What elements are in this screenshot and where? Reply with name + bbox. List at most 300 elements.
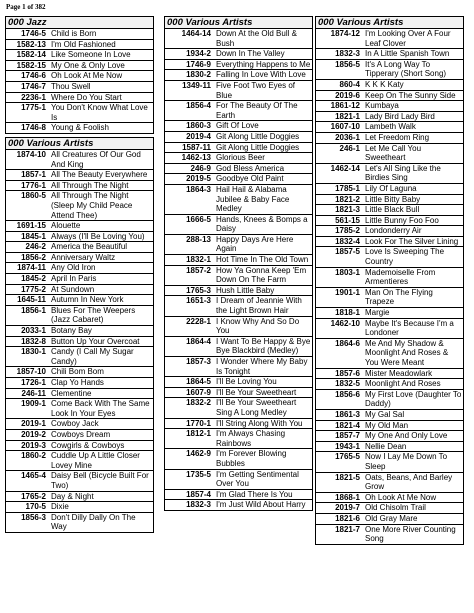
disc-track-code: 1909-1	[21, 399, 46, 409]
song-title: Hands, Knees & Bomps a Daisy	[216, 214, 308, 234]
song-title: Don't Dilly Dally On The Way	[51, 512, 136, 532]
song-title: Git Along Little Doggies	[216, 131, 300, 141]
song-title: Maybe It's Because I'm a Londoner	[365, 318, 454, 338]
disc-track-code: 1746-6	[21, 71, 46, 81]
song-row	[165, 70, 312, 81]
song-row	[165, 357, 312, 377]
disc-track-code: 1857-1	[21, 170, 46, 180]
song-title: Now I Lay Me Down To Sleep	[365, 452, 448, 471]
song-row	[6, 93, 153, 104]
song-title: Candy (I Call My Sugar Candy)	[51, 347, 134, 366]
song-row	[6, 123, 153, 133]
song-row	[6, 253, 153, 264]
disc-track-code: 1857-7	[335, 431, 360, 441]
song-title: I'll Be Your Sweetheart Sing A Long Medley	[216, 398, 297, 417]
disc-track-code: 1856-2	[21, 252, 46, 262]
disc-track-code: 1691-15	[16, 221, 46, 231]
disc-track-code: 1864-5	[186, 377, 211, 387]
song-title: Oh Look At Me Now	[365, 492, 437, 502]
song-row	[316, 49, 463, 60]
disc-track-code: 1856-6	[335, 389, 360, 399]
song-row	[316, 144, 463, 164]
song-row	[316, 226, 463, 237]
song-row	[6, 61, 153, 72]
artist-section	[5, 16, 154, 134]
song-title: For The Beauty Of The Earth	[216, 101, 298, 120]
disc-track-code: 2236-1	[21, 92, 46, 102]
song-row	[316, 288, 463, 308]
disc-track-code: 1874-11	[17, 263, 46, 273]
song-title: Down At the Old Bull & Bush	[216, 29, 297, 48]
song-row	[6, 191, 153, 221]
disc-track-code: 246-1	[339, 143, 360, 153]
disc-track-code: 1830-2	[186, 70, 211, 80]
song-row	[316, 101, 463, 112]
disc-track-code: 1464-14	[181, 29, 211, 38]
song-title: Lily Of Laguna	[365, 183, 417, 193]
song-title: My First Love (Daughter To Daddy)	[365, 389, 462, 409]
song-row	[6, 242, 153, 253]
song-title: All Through The Night	[51, 180, 129, 190]
song-row	[6, 181, 153, 192]
song-row	[165, 317, 312, 337]
disc-track-code: 1860-2	[21, 451, 46, 461]
song-title: Anniversary Waltz	[51, 252, 116, 262]
disc-track-code: 1832-1	[186, 255, 211, 265]
song-row	[6, 378, 153, 389]
song-title: Cowboys Dream	[51, 429, 111, 439]
disc-track-code: 1830-1	[21, 347, 46, 357]
disc-track-code: 1746-8	[21, 123, 46, 133]
disc-track-code: 288-13	[186, 234, 211, 244]
song-title: Where Do You Start	[51, 92, 122, 102]
disc-track-code: 1735-5	[186, 469, 211, 479]
disc-track-code: 1856-5	[335, 59, 360, 69]
song-title: I'm Glad There Is You	[216, 489, 293, 499]
song-title: Man On The Flying Trapeze	[365, 287, 433, 307]
song-row	[6, 347, 153, 367]
song-title: Any Old Iron	[51, 263, 96, 273]
song-row	[316, 80, 463, 91]
song-title: Cuddle Up A Little Closer Lovey Mine	[51, 451, 140, 470]
song-title: Cowgirls & Cowboys	[51, 440, 125, 450]
song-row	[316, 503, 463, 514]
disc-track-code: 1462-13	[181, 153, 211, 163]
song-row	[165, 398, 312, 418]
song-title: Me And My Shadow & Moonlight And Roses & You Were Meant	[365, 338, 449, 367]
disc-track-code: 1462-10	[330, 318, 360, 328]
song-row	[6, 285, 153, 296]
song-title: Daisy Bell (Bicycle Built For Two)	[51, 471, 149, 490]
song-title: I'm Always Chasing Rainbows	[216, 429, 286, 448]
disc-track-code: 2019-5	[186, 174, 211, 184]
disc-track-code: 1821-6	[335, 513, 360, 523]
disc-track-code: 1349-11	[182, 80, 211, 90]
song-title: In A Little Spanish Town	[365, 49, 450, 59]
section-title: 000 Jazz	[6, 17, 153, 29]
song-title: Chili Bom Bom	[51, 367, 104, 377]
disc-track-code: 1582-15	[16, 60, 46, 70]
song-title: I Want To Be Happy & Bye Bye Blackbird (Medley)	[216, 336, 311, 356]
song-title: Falling In Love With Love	[216, 70, 306, 80]
section-title: 000 Various Artists	[6, 138, 153, 150]
disc-track-code: 1765-3	[186, 285, 211, 295]
song-title: Goodbye Old Paint	[216, 174, 284, 184]
disc-track-code: 2019-7	[335, 503, 360, 513]
song-row	[165, 286, 312, 297]
disc-track-code: 1651-3	[186, 296, 211, 306]
song-title: Glorious Beer	[216, 153, 265, 163]
song-title: You Don't Know What Love Is	[51, 103, 148, 122]
song-row	[6, 232, 153, 243]
song-title: Little Bitty Baby	[365, 194, 421, 204]
song-row	[165, 255, 312, 266]
song-title: Cowboy Jack	[51, 419, 99, 429]
song-title: Botany Bay	[51, 326, 92, 336]
song-row	[165, 266, 312, 286]
disc-track-code: 2019-4	[186, 131, 211, 141]
song-row	[165, 490, 312, 501]
song-title: Let's All Sing Like the Birdies Sing	[365, 163, 441, 183]
disc-track-code: 1861-12	[330, 101, 360, 111]
disc-track-code: 1462-14	[330, 163, 360, 173]
song-row	[165, 121, 312, 132]
disc-track-code: 1821-4	[335, 420, 360, 430]
song-row	[6, 103, 153, 123]
song-title: I'm Getting Sentimental Over You	[216, 469, 299, 489]
disc-track-code: 1821-3	[335, 205, 360, 215]
disc-track-code: 2019-1	[21, 419, 46, 429]
song-title: I'll Be Loving You	[216, 377, 277, 387]
song-row	[316, 164, 463, 184]
song-title: Little Black Bull	[365, 205, 420, 215]
song-title: Mademoiselle From Armentieres	[365, 267, 436, 287]
song-row	[6, 82, 153, 93]
song-row	[6, 430, 153, 441]
song-row	[6, 306, 153, 326]
song-title: All Creatures Of Our God And King	[51, 149, 141, 169]
song-row	[6, 419, 153, 430]
song-row	[6, 513, 153, 532]
disc-track-code: 1770-1	[186, 418, 211, 428]
song-row	[165, 449, 312, 469]
song-title: Blues For The Weepers (Jazz Cabaret)	[51, 305, 136, 325]
song-title: Moonlight And Roses	[365, 379, 441, 389]
song-title: One More River Counting Song	[365, 524, 456, 544]
song-row	[6, 29, 153, 40]
disc-track-code: 1803-1	[335, 267, 360, 277]
song-title: Five Foot Two Eyes of Blue	[216, 80, 295, 100]
song-title: Clementine	[51, 388, 92, 398]
song-row	[165, 500, 312, 510]
song-row	[6, 150, 153, 170]
disc-track-code: 1726-1	[21, 378, 46, 387]
song-row	[165, 296, 312, 316]
song-title: America the Beautiful	[51, 242, 128, 252]
song-title: Down In The Valley	[216, 49, 285, 59]
song-row	[165, 470, 312, 490]
song-title: Day & Night	[51, 491, 94, 501]
song-row	[165, 143, 312, 154]
song-row	[6, 274, 153, 285]
disc-track-code: 1856-1	[21, 305, 46, 315]
song-row	[165, 337, 312, 357]
disc-track-code: 1857-3	[186, 357, 211, 366]
disc-track-code: 1864-6	[335, 338, 360, 348]
disc-track-code: 1832-4	[335, 236, 360, 246]
song-row	[6, 492, 153, 503]
song-row	[316, 195, 463, 206]
song-row	[165, 153, 312, 164]
disc-track-code: 1856-4	[186, 101, 211, 111]
song-title: I'll String Along With You	[216, 418, 303, 428]
song-row	[6, 441, 153, 452]
song-row	[316, 319, 463, 339]
song-title: My Old Man	[365, 420, 409, 430]
song-title: Look For The Silver Lining	[365, 236, 459, 246]
song-title: K K K Katy	[365, 79, 404, 89]
disc-track-code: 246-9	[190, 163, 211, 173]
song-row	[165, 132, 312, 143]
disc-track-code: 246-2	[25, 242, 46, 252]
song-row	[316, 514, 463, 525]
disc-track-code: 2019-2	[21, 429, 46, 439]
song-row	[316, 247, 463, 267]
song-row	[316, 205, 463, 216]
disc-track-code: 1746-5	[21, 29, 46, 38]
song-title: Mister Meadowlark	[365, 368, 433, 378]
song-title: Hail Hail & Alabama Jubilee & Baby Face Medley	[216, 184, 290, 214]
disc-track-code: 1845-1	[21, 231, 46, 241]
song-title: Gift Of Love	[216, 121, 259, 131]
song-row	[165, 174, 312, 185]
song-row	[165, 377, 312, 388]
disc-track-code: 1934-2	[186, 49, 211, 59]
disc-track-code: 1746-9	[186, 59, 211, 69]
song-row	[316, 525, 463, 544]
disc-track-code: 1821-7	[335, 524, 360, 534]
song-row	[165, 215, 312, 235]
song-row	[6, 389, 153, 400]
song-row	[316, 431, 463, 442]
song-row	[316, 216, 463, 227]
song-title: Come Back With The Same Look In Your Eyes	[51, 399, 150, 418]
song-column-1	[5, 16, 154, 536]
disc-track-code: 1746-7	[21, 81, 46, 91]
disc-track-code: 1785-1	[335, 183, 360, 193]
song-row	[316, 237, 463, 248]
disc-track-code: 1857-6	[335, 368, 360, 378]
song-title: Lady Bird Lady Bird	[365, 111, 435, 121]
song-row	[6, 337, 153, 348]
disc-track-code: 1776-1	[21, 180, 46, 190]
disc-track-code: 1821-5	[335, 472, 360, 482]
disc-track-code: 1775-1	[21, 103, 46, 113]
disc-track-code: 1857-5	[335, 247, 360, 257]
song-title: I Know Why And So Do You	[216, 316, 300, 336]
song-title: April In Paris	[51, 274, 97, 284]
song-title: Let Freedom Ring	[365, 132, 430, 142]
disc-track-code: 1832-8	[21, 336, 46, 346]
disc-track-code: 1861-3	[335, 409, 360, 419]
song-title: Let Me Call You Sweetheart	[365, 143, 422, 163]
song-title: Alouette	[51, 221, 81, 231]
song-row	[165, 29, 312, 49]
disc-track-code: 1857-4	[186, 489, 211, 499]
disc-track-code: 1864-4	[186, 336, 211, 346]
disc-track-code: 1812-1	[186, 429, 211, 439]
section-title: 000 Various Artists	[316, 17, 463, 29]
song-title: Londonderry Air	[365, 226, 422, 236]
song-row	[165, 164, 312, 175]
song-row	[6, 399, 153, 419]
disc-track-code: 1582-13	[16, 39, 46, 49]
disc-track-code: 2036-1	[335, 132, 360, 142]
disc-track-code: 1832-3	[335, 49, 360, 59]
song-row	[316, 112, 463, 123]
disc-track-code: 1582-14	[16, 50, 46, 60]
disc-track-code: 1864-3	[186, 184, 211, 194]
song-row	[6, 50, 153, 61]
disc-track-code: 1765-2	[21, 491, 46, 501]
song-row	[165, 388, 312, 399]
song-title: I'm Looking Over A Four Leaf Clover	[365, 29, 451, 48]
song-column-2	[164, 16, 313, 514]
disc-track-code: 561-15	[335, 215, 360, 225]
disc-track-code: 1462-9	[186, 449, 211, 459]
song-title: Thou Swell	[51, 81, 91, 91]
song-row	[165, 185, 312, 215]
song-row	[165, 429, 312, 449]
disc-track-code: 1666-5	[186, 214, 211, 224]
song-row	[316, 122, 463, 133]
disc-track-code: 1465-4	[21, 471, 46, 481]
song-title: Nellie Dean	[365, 441, 407, 451]
song-title: Old Chisolm Trail	[365, 503, 426, 513]
disc-track-code: 1860-5	[21, 191, 46, 201]
song-row	[316, 452, 463, 472]
song-title: I'll Be Your Sweetheart	[216, 387, 297, 397]
song-title: My Gal Sal	[365, 409, 405, 419]
disc-track-code: 1775-2	[21, 284, 46, 294]
song-title: Git Along Little Doggies	[216, 142, 300, 152]
disc-track-code: 1765-5	[335, 452, 360, 462]
song-title: Lambeth Walk	[365, 122, 416, 132]
disc-track-code: 2019-3	[21, 440, 46, 450]
song-title: Love Is Sweeping The Country	[365, 247, 445, 267]
song-title: Old Gray Mare	[365, 513, 418, 523]
song-row	[165, 419, 312, 430]
section-title: 000 Various Artists	[165, 17, 312, 29]
song-row	[316, 29, 463, 49]
song-title: Button Up Your Overcoat	[51, 336, 140, 346]
song-title: Little Bunny Foo Foo	[365, 215, 439, 225]
song-title: Child is Born	[51, 29, 97, 38]
song-row	[165, 101, 312, 121]
disc-track-code: 1821-1	[335, 111, 360, 121]
song-title: Like Someone In Love	[51, 50, 131, 60]
disc-track-code: 1845-2	[21, 274, 46, 284]
disc-track-code: 1832-3	[186, 500, 211, 510]
disc-track-code: 1832-5	[335, 379, 360, 389]
disc-track-code: 860-4	[339, 79, 360, 89]
song-title: Margie	[365, 308, 390, 318]
song-row	[316, 60, 463, 80]
song-row	[6, 263, 153, 274]
song-row	[316, 339, 463, 369]
song-title: Everything Happens to Me	[216, 59, 311, 69]
disc-track-code: 2019-6	[335, 90, 360, 100]
song-title: Always (I'll Be Loving You)	[51, 231, 145, 241]
disc-track-code: 2228-1	[186, 316, 211, 326]
disc-track-code: 1857-10	[16, 367, 46, 377]
song-row	[165, 81, 312, 101]
disc-track-code: 1857-2	[186, 265, 211, 275]
song-row	[165, 235, 312, 255]
song-row	[6, 71, 153, 82]
song-title: Autumn In New York	[51, 295, 124, 305]
song-title: I'm Just Wild About Harry	[216, 500, 306, 510]
disc-track-code: 1587-11	[182, 142, 211, 152]
song-row	[316, 473, 463, 493]
song-row	[6, 40, 153, 51]
song-title: I Wonder Where My Baby Is Tonight	[216, 357, 308, 376]
disc-track-code: 1860-3	[186, 121, 211, 131]
song-title: My One & Only Love	[51, 60, 125, 70]
song-title: I'm Old Fashioned	[51, 39, 116, 49]
song-row	[6, 367, 153, 378]
song-row	[316, 442, 463, 453]
disc-track-code: 1856-3	[21, 512, 46, 522]
song-title: I'm Forever Blowing Bubbles	[216, 449, 287, 468]
disc-track-code: 1818-1	[335, 308, 360, 318]
song-row	[316, 91, 463, 102]
song-title: God Bless America	[216, 163, 285, 173]
song-row	[165, 60, 312, 71]
song-title: Oh Look At Me Now	[51, 71, 123, 81]
disc-track-code: 1607-10	[330, 122, 360, 132]
disc-track-code: 1901-1	[335, 287, 360, 297]
song-row	[6, 221, 153, 232]
disc-track-code: 1607-9	[186, 387, 211, 397]
song-row	[316, 390, 463, 410]
song-title: It's A Long Way To Tipperary (Short Song)	[365, 59, 447, 79]
disc-track-code: 1645-11	[17, 295, 46, 305]
song-row	[316, 410, 463, 421]
song-row	[6, 326, 153, 337]
disc-track-code: 1874-12	[330, 29, 360, 38]
song-row	[316, 493, 463, 504]
song-row	[6, 471, 153, 491]
song-title: Hush Little Baby	[216, 285, 275, 295]
song-column-3	[315, 16, 464, 548]
song-title: At Sundown	[51, 284, 95, 294]
song-row	[316, 421, 463, 432]
disc-track-code: 1821-2	[335, 194, 360, 204]
song-title: Hot Time In The Old Town	[216, 255, 309, 265]
disc-track-code: 1832-2	[186, 398, 211, 408]
song-title: I Dream of Jeannie With the Light Brown Hair	[216, 296, 302, 316]
song-row	[6, 170, 153, 181]
song-title: All The Beauty Everywhere	[51, 170, 148, 180]
song-title: My One And Only Love	[365, 431, 448, 441]
page-number: Page 1 of 382	[6, 3, 46, 11]
disc-track-code: 1943-1	[335, 441, 360, 451]
artist-section	[164, 16, 313, 511]
disc-track-code: 1874-10	[16, 149, 46, 159]
artist-section	[5, 137, 154, 533]
song-row	[165, 49, 312, 60]
